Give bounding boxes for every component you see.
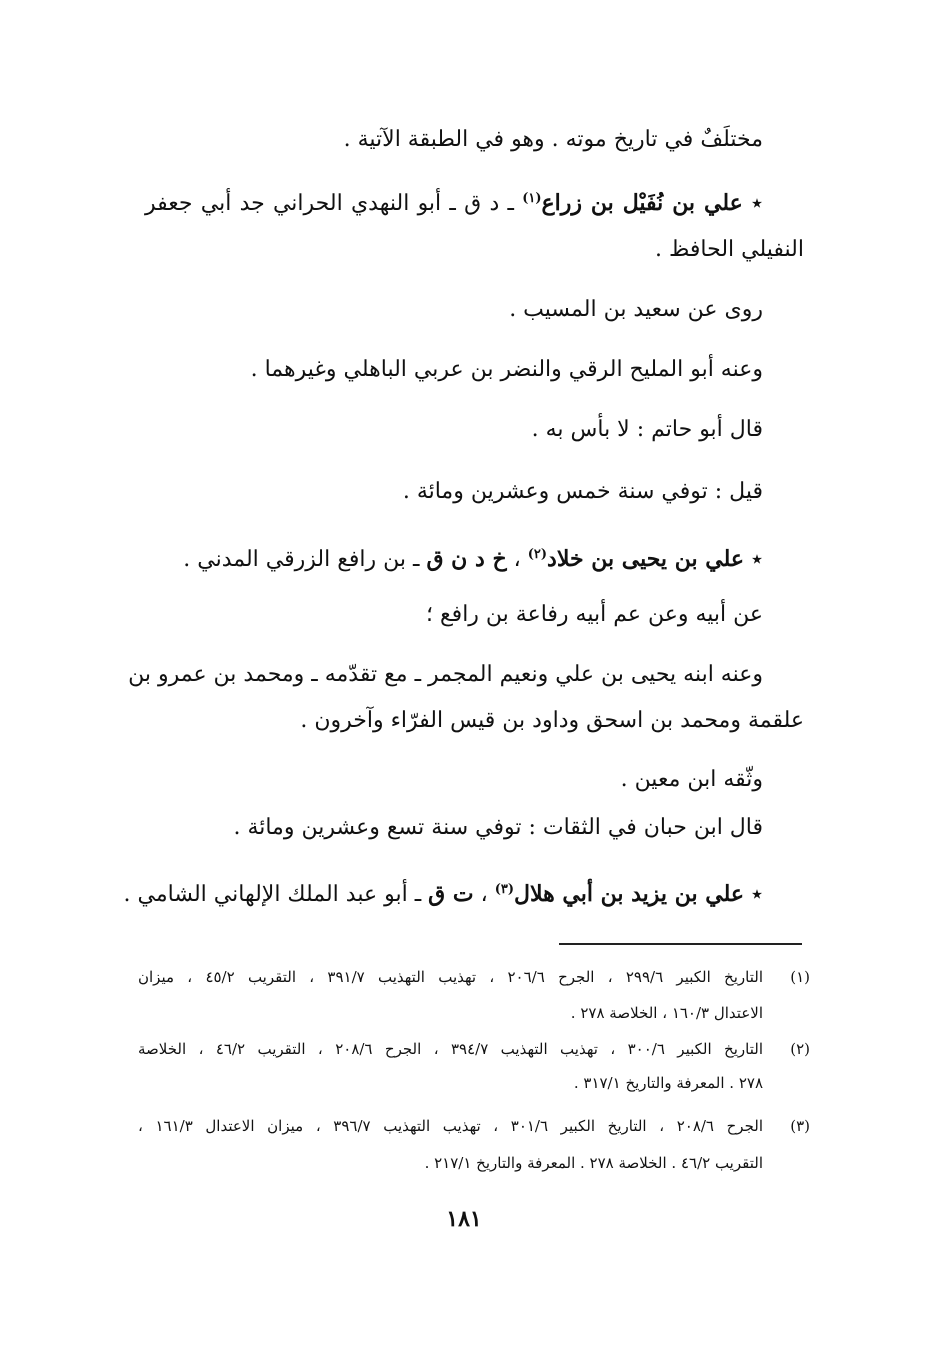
narrators-line: وعنه أبو المليح الرقي والنضر بن عربي الباهلي وغيرهما .	[250, 357, 763, 382]
students-line-1: وعنه ابنه يحيى بن علي ونعيم المجمر ـ مع تقدّمه ـ ومحمد بن عمرو بن	[128, 662, 763, 687]
footnote-1-line-1: التاريخ الكبير ٢٩٩/٦ ، الجرح ٢٠٦/٦ ، تهذيب التهذيب ٣٩١/٧ ، التقريب ٤٥/٢ ، ميزان	[138, 968, 763, 986]
footnote-3-line-2: التقريب ٤٦/٢ . الخلاصة ٢٧٨ . المعرفة والتاريخ ٢١٧/١ .	[424, 1154, 763, 1172]
grading-line: قال أبو حاتم : لا بأس به .	[531, 417, 763, 442]
footnote-number: (٢)	[790, 1040, 810, 1058]
footnote-1-line-2: الاعتدال ١٦٠/٣ ، الخلاصة ٢٧٨ .	[570, 1004, 763, 1022]
page-number: ١٨١	[446, 1206, 482, 1232]
footnote-number: (٣)	[790, 1117, 810, 1135]
death-line-2: قال ابن حبان في الثقات : توفي سنة تسع وعشرين ومائة .	[233, 815, 763, 840]
entry-sigla: خ د ن ق	[426, 546, 507, 572]
footnote-2-line-1: التاريخ الكبير ٣٠٠/٦ ، تهذيب التهذيب ٣٩٤/٧ ، الجرح ٢٠٨/٦ ، التقريب ٤٦/٢ ، الخلاصة	[138, 1040, 763, 1058]
entry-details: ـ أبو عبد الملك الإلهاني الشامي .	[123, 882, 429, 907]
footnote-divider	[559, 943, 802, 945]
tawthiq-line: وثّقه ابن معين .	[620, 767, 763, 792]
footnote-ref: (٢)	[527, 547, 548, 562]
entry-details: ـ بن رافع الزرقي المدني .	[183, 547, 427, 572]
entry-heading-ali-ibn-yazid: ٭ علي بن يزيد بن أبي هلال$^{(٣)}$ ، ت ق ـ أبو عبد الملك الإلهاني الشامي .	[123, 881, 763, 907]
entry-sigla: ت ق	[428, 881, 474, 907]
death-line: قيل : توفي سنة خمس وعشرين ومائة .	[402, 479, 763, 504]
narrated-from-line: روى عن سعيد بن المسيب .	[509, 297, 763, 322]
footnote-2-line-2: ٢٧٨ . المعرفة والتاريخ ٣١٧/١ .	[573, 1074, 763, 1092]
footnote-3-line-1: الجرح ٢٠٨/٦ ، التاريخ الكبير ٣٠١/٦ ، تهذيب التهذيب ٣٩٦/٧ ، ميزان الاعتدال ١٦١/٣ ،	[138, 1117, 763, 1135]
entry-name: علي بن نُفَيْل بن زراع	[541, 190, 743, 216]
footnote-number: (١)	[790, 968, 810, 986]
entry-bullet: ٭	[751, 191, 763, 216]
entry-name: علي بن يزيد بن أبي هلال	[513, 881, 744, 907]
entry-heading-continuation: النفيلي الحافظ .	[655, 237, 804, 262]
entry-details: ـ د ق ـ أبو النهدي الحراني جد أبي جعفر	[145, 191, 523, 216]
continuation-line: مختلَفٌ في تاريخ موته . وهو في الطبقة الآتية .	[343, 127, 763, 152]
entry-heading-ali-ibn-yahya: ٭ علي بن يحيى بن خلاد$^{(٢)}$ ، خ د ن ق ـ بن رافع الزرقي المدني .	[183, 546, 763, 572]
entry-heading-ali-ibn-nufayl	[145, 184, 763, 219]
footnote-ref: (١)	[522, 191, 542, 206]
teachers-line: عن أبيه وعن عم أبيه رفاعة بن رافع ؛	[425, 602, 763, 627]
entry-name: علي بن يحيى بن خلاد	[547, 546, 744, 572]
entry-bullet: ٭	[751, 547, 763, 572]
students-line-2: علقمة ومحمد بن اسحق وداود بن قيس الفرّاء وآخرون .	[300, 708, 804, 733]
entry-bullet: ٭	[751, 882, 763, 907]
footnote-ref: (٣)	[494, 882, 514, 897]
